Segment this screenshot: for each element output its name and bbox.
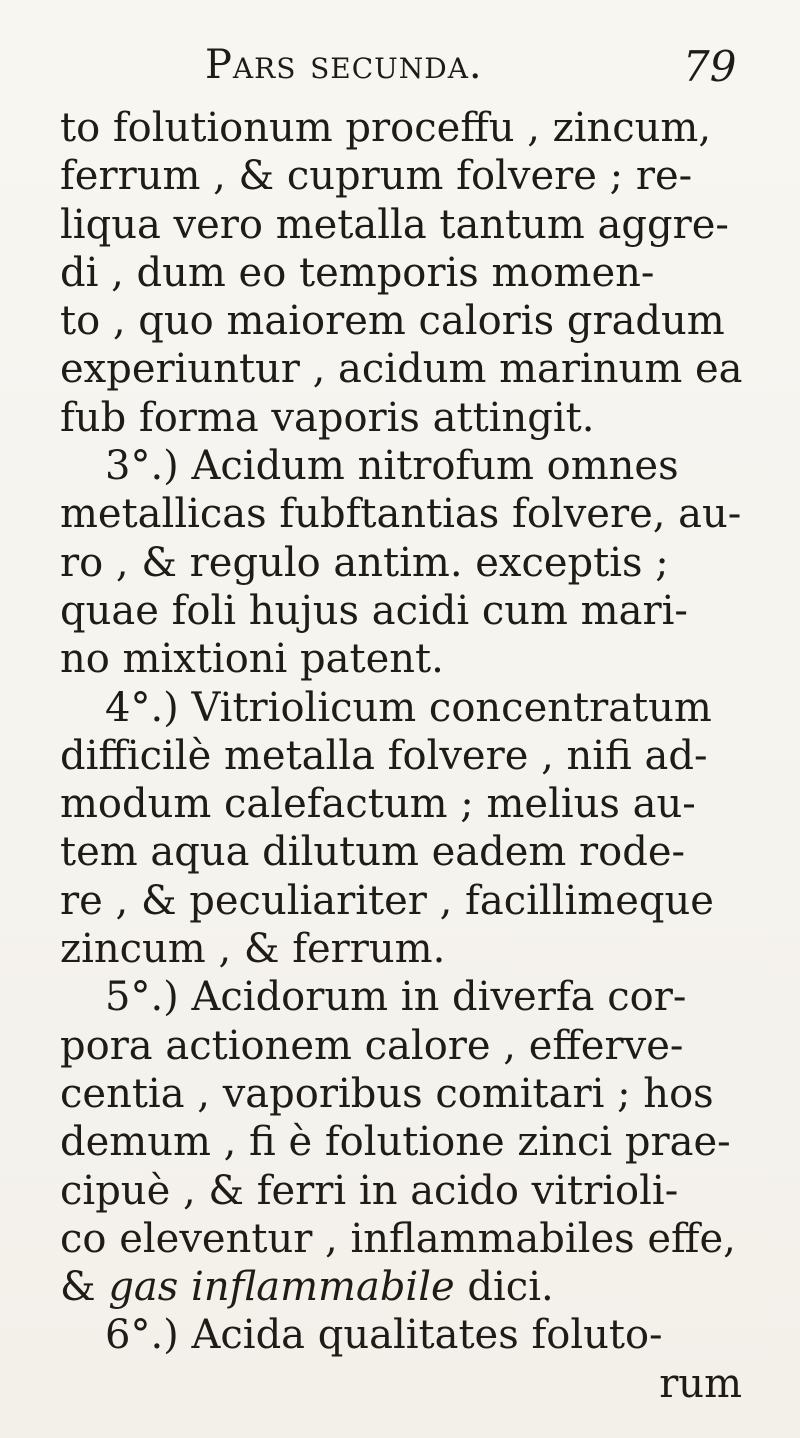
- text-line-10: ro , & regulo antim. exceptis ;: [60, 539, 669, 586]
- text-line-16: tem aqua dilutum eadem rode-: [60, 829, 686, 876]
- text-line-11: quae foli hujus acidi cum mari-: [60, 587, 688, 634]
- italic-term: gas inflammabile: [108, 1264, 455, 1311]
- text-line-25-start: &: [60, 1264, 109, 1311]
- text-line-15: modum calefactum ; melius au-: [60, 781, 696, 828]
- text-line-7: fub forma vaporis attingit.: [60, 394, 595, 441]
- text-line-24: co eleventur , inflammabiles effe,: [60, 1215, 736, 1262]
- text-line-26: 6°.) Acida qualitates foluto-: [105, 1312, 663, 1359]
- text-line-4: di , dum eo temporis momen-: [60, 249, 655, 296]
- text-line-5: to , quo maiorem caloris gradum: [60, 298, 725, 345]
- text-line-21: centia , vaporibus comitari ; hos: [60, 1070, 714, 1117]
- catchword: rum: [659, 1360, 742, 1407]
- text-line-6: experiuntur , acidum marinum ea: [60, 346, 743, 393]
- text-line-18: zincum , & ferrum.: [60, 926, 446, 973]
- text-line-22: demum , fi è folutione zinci prae-: [60, 1119, 731, 1166]
- text-line-8: 3°.) Acidum nitrofum omnes: [105, 443, 679, 490]
- text-line-17: re , & peculiariter , facillimeque: [60, 877, 714, 924]
- text-line-25-end: dici.: [454, 1264, 554, 1311]
- text-line-12: no mixtioni patent.: [60, 636, 444, 683]
- text-line-23: cipuè , & ferri in acido vitrioli-: [60, 1167, 679, 1214]
- page-header: [0, 42, 800, 98]
- text-line-3: liqua vero metalla tantum aggre-: [60, 201, 729, 248]
- running-head: Pars secunda.: [205, 42, 483, 88]
- body-text: [60, 104, 760, 1408]
- text-line-19: 5°.) Acidorum in diverfa cor-: [105, 974, 687, 1021]
- text-line-9: metallicas fubftantias folvere, au-: [60, 491, 742, 538]
- page-number: 79: [683, 42, 737, 91]
- text-line-14: difficilè metalla folvere , nifi ad-: [60, 732, 708, 779]
- text-line-25: [60, 1263, 760, 1311]
- text-line-20: pora actionem calore , efferve-: [60, 1022, 684, 1069]
- text-line-1: to folutionum proceffu , zincum,: [60, 105, 712, 151]
- text-line-13: 4°.) Vitriolicum concentratum: [105, 684, 712, 731]
- text-line-2: ferrum , & cuprum folvere ; re-: [60, 153, 693, 200]
